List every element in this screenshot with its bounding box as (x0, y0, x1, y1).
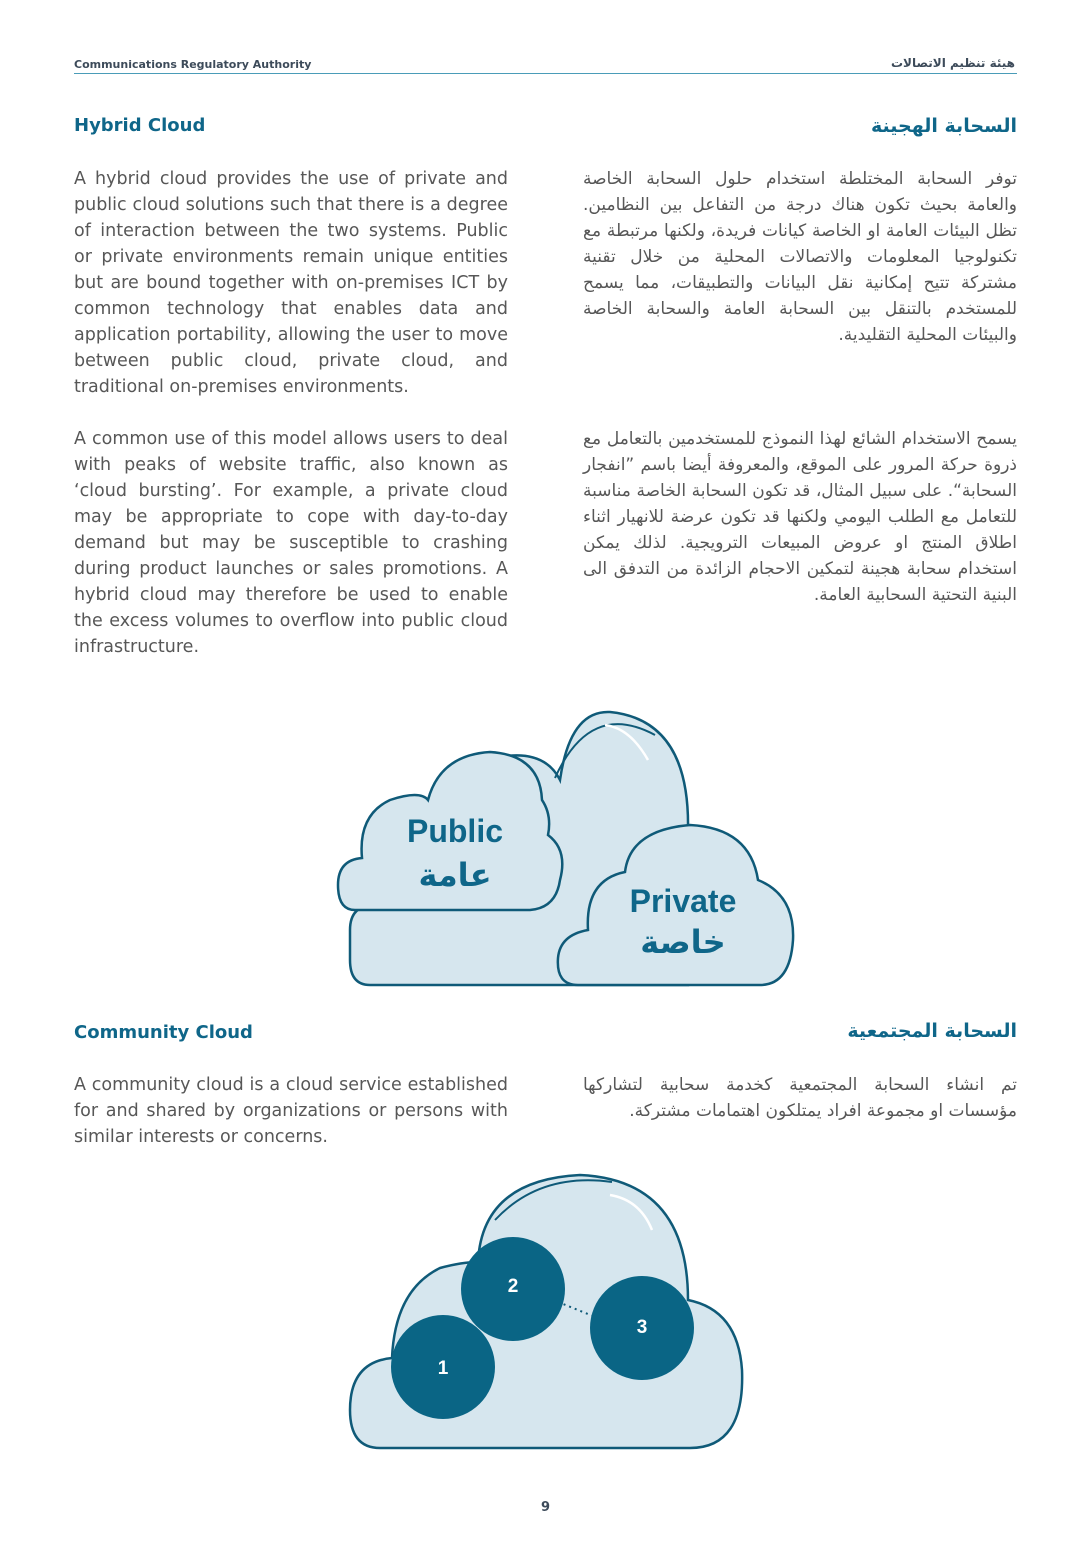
hybrid-title-en: Hybrid Cloud (74, 115, 206, 136)
header-organization-ar: هيئة تنظيم الاتصالات (890, 56, 1015, 70)
public-label-en: Public (406, 813, 504, 849)
page-number: 9 (540, 1500, 551, 1515)
public-label-ar: عامة (418, 856, 492, 894)
community-paragraph-en: A community cloud is a cloud service established for and shared by organizations or persons with similar interests or concerns. (74, 1075, 508, 1147)
private-label-ar: خاصة (640, 923, 726, 961)
community-title-en: Community Cloud (74, 1022, 253, 1043)
private-label-en: Private (629, 883, 737, 919)
header-organization-en: Communications Regulatory Authority (74, 58, 312, 71)
node-1-label: 1 (437, 1358, 449, 1379)
hybrid-paragraph-2-en: A common use of this model allows users to deal with peaks of website traffic, also known as ‘cloud bursting’. For example, a private cloud may be appropriate to cope with day-to-day demand but may be susceptible to crashing during product launches or sales promotions. A hybrid cloud may therefore be used to enable the excess volumes to overflow into public cloud infrastructure. (74, 429, 508, 657)
hybrid-paragraph-1-ar: توفر السحابة المختلطة استخدام حلول السحابة الخاصة والعامة بحيث تكون هناك درجة من التفاعل بين النظامين. تظل البيئات العامة او الخاصة كيانات فريدة، ولكنها مرتبطة مع تكنولوجيا المعلومات والاتصالات المحلية من خلال تقنية مشتركة تتيح إمكانية نقل البيانات والتطبيقات، مما يسمح للمستخدم بالتنقل بين السحابة العامة والسحابة الخاصة والبيئات المحلية التقليدية. (583, 169, 1017, 345)
community-title-ar: السحابة المجتمعية (847, 1020, 1017, 1042)
node-2-label: 2 (507, 1276, 519, 1297)
community-paragraph-ar: تم انشاء السحابة المجتمعية كخدمة سحابية لتشاركها مؤسسات او مجموعة افراد يمتلكون اهتمامات مشتركة. (583, 1075, 1017, 1121)
hybrid-paragraph-1-en: A hybrid cloud provides the use of private and public cloud solutions such that there is a degree of interaction between the two systems. Public or private environments remain unique entities but are bound together with on-premises ICT by common technology that enables data and application portability, allowing the user to move between public cloud, private cloud, and traditional on-premises environments. (74, 169, 508, 397)
hybrid-title-ar: السحابة الهجينة (871, 115, 1017, 137)
node-3-label: 3 (636, 1317, 648, 1338)
hybrid-paragraph-2-ar: يسمح الاستخدام الشائع لهذا النموذج للمستخدمين بالتعامل مع ذروة حركة المرور على الموقع، والمعروفة أيضا باسم ”انفجار السحابة“. على سبيل المثال، قد تكون السحابة الخاصة مناسبة للتعامل مع الطلب اليومي ولكنها قد تكون عرضة للانهيار اثناء اطلاق المنتج او عروض المبيعات الترويجية. لذلك يمكن استخدام سحابة هجينة لتمكين الاحجام الزائدة من التدفق الى البنية التحتية السحابية العامة. (583, 429, 1017, 605)
